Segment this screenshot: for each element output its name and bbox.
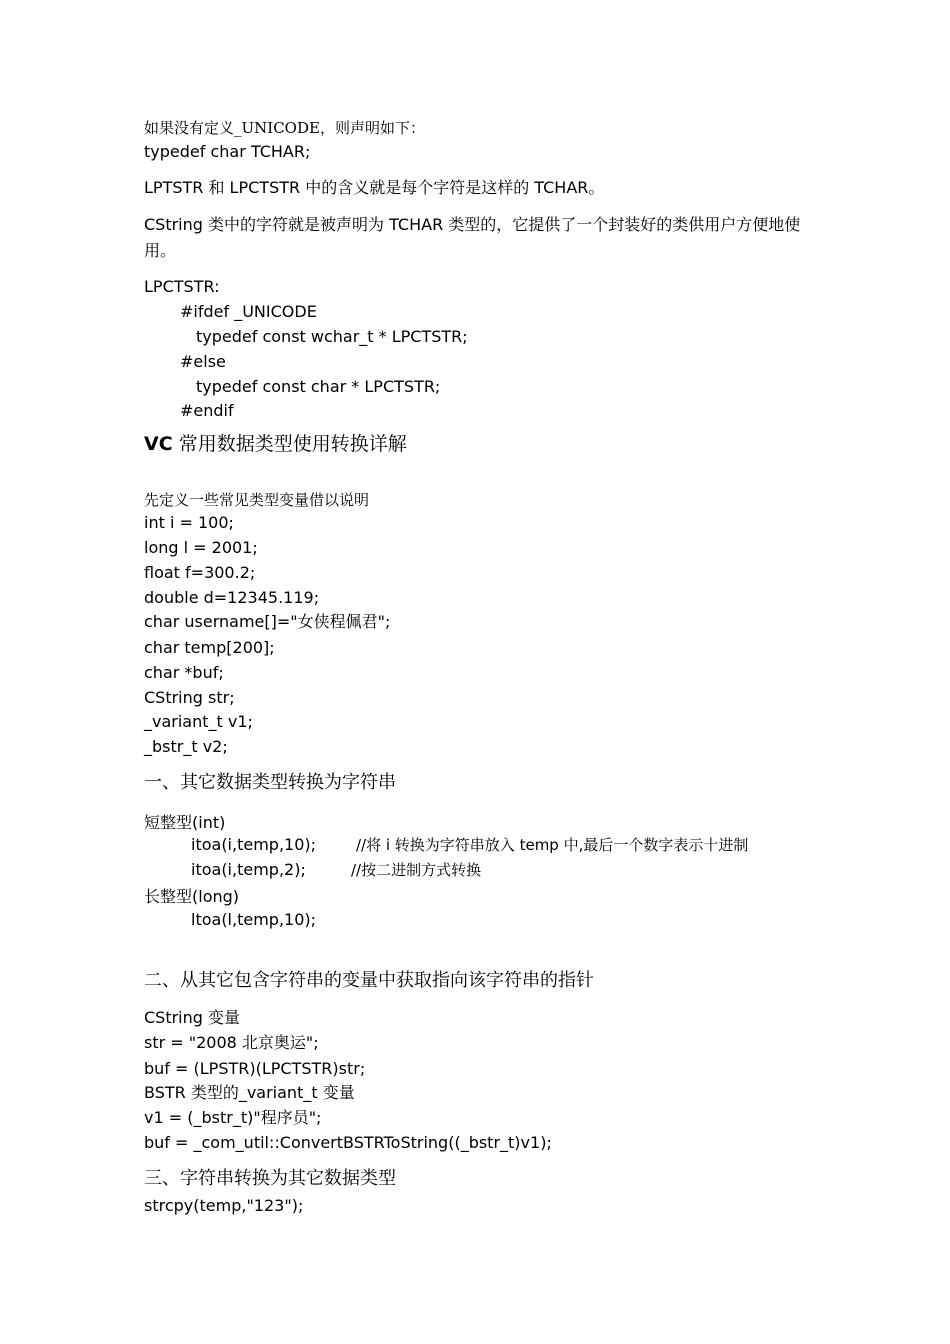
text-define-vars: 先定义一些常见类型变量借以说明 bbox=[144, 491, 370, 509]
code-variant-v1: _variant_t v1; bbox=[144, 712, 253, 731]
comment-itoa-10: //将 i 转换为字符串放入 temp 中,最后一个数字表示十进制 bbox=[356, 836, 749, 854]
heading-vc-bold: VC bbox=[144, 433, 173, 455]
code-typedef-wchar: typedef const wchar_t * LPCTSTR; bbox=[196, 327, 468, 346]
text-long-int: 长整型(long) bbox=[144, 887, 240, 906]
section-heading-vc bbox=[144, 432, 407, 456]
code-long-l: long l = 2001; bbox=[144, 538, 258, 557]
code-buf-convert: buf = _com_util::ConvertBSTRToString((_bstr_t)v1); bbox=[144, 1133, 552, 1152]
code-itoa-2: itoa(i,temp,2); bbox=[191, 860, 306, 879]
section-heading-3: 三、字符串转换为其它数据类型 bbox=[144, 1168, 396, 1189]
code-typedef-char: typedef const char * LPCTSTR; bbox=[196, 377, 441, 396]
code-strcpy: strcpy(temp,"123"); bbox=[144, 1196, 304, 1215]
code-bstr-v2: _bstr_t v2; bbox=[144, 737, 228, 756]
text-cstring-desc: CString 类中的字符就是被声明为 TCHAR 类型的，它提供了一个封装好的类供用户方便地使 bbox=[144, 215, 801, 234]
code-ifdef: #ifdef _UNICODE bbox=[180, 302, 317, 321]
code-char-buf: char *buf; bbox=[144, 663, 224, 682]
code-endif: #endif bbox=[180, 401, 234, 420]
code-float-f: float f=300.2; bbox=[144, 563, 256, 582]
code-buf-lpstr: buf = (LPSTR)(LPCTSTR)str; bbox=[144, 1059, 366, 1078]
comment-itoa-2: //按二进制方式转换 bbox=[351, 861, 482, 879]
section-heading-1: 一、其它数据类型转换为字符串 bbox=[144, 772, 396, 793]
code-cstring-str: CString str; bbox=[144, 688, 235, 707]
text-unicode-note: 如果没有定义_UNICODE，则声明如下： bbox=[144, 119, 425, 137]
heading-vc-text: 常用数据类型使用转换详解 bbox=[172, 433, 407, 455]
code-double-d: double d=12345.119; bbox=[144, 588, 320, 607]
code-else: #else bbox=[180, 352, 226, 371]
code-typedef-tchar: typedef char TCHAR; bbox=[144, 142, 311, 161]
text-short-int: 短整型(int) bbox=[144, 813, 226, 832]
text-cstring-var: CString 变量 bbox=[144, 1008, 241, 1027]
text-cstring-desc-cont: 用。 bbox=[144, 241, 177, 260]
code-ltoa: ltoa(l,temp,10); bbox=[191, 910, 317, 929]
code-char-username: char username[]="女侠程佩君"; bbox=[144, 612, 391, 631]
section-heading-2: 二、从其它包含字符串的变量中获取指向该字符串的指针 bbox=[144, 970, 594, 991]
code-lpctstr-label: LPCTSTR: bbox=[144, 277, 220, 296]
text-bstr-variant: BSTR 类型的_variant_t 变量 bbox=[144, 1083, 355, 1102]
code-v1-assign: v1 = (_bstr_t)"程序员"; bbox=[144, 1108, 322, 1127]
text-lptstr-meaning: LPTSTR 和 LPCTSTR 中的含义就是每个字符是这样的 TCHAR。 bbox=[144, 178, 605, 197]
code-char-temp: char temp[200]; bbox=[144, 638, 275, 657]
code-itoa-10: itoa(i,temp,10); bbox=[191, 835, 317, 854]
code-int-i: int i = 100; bbox=[144, 513, 234, 532]
code-str-assign: str = "2008 北京奥运"; bbox=[144, 1033, 319, 1052]
